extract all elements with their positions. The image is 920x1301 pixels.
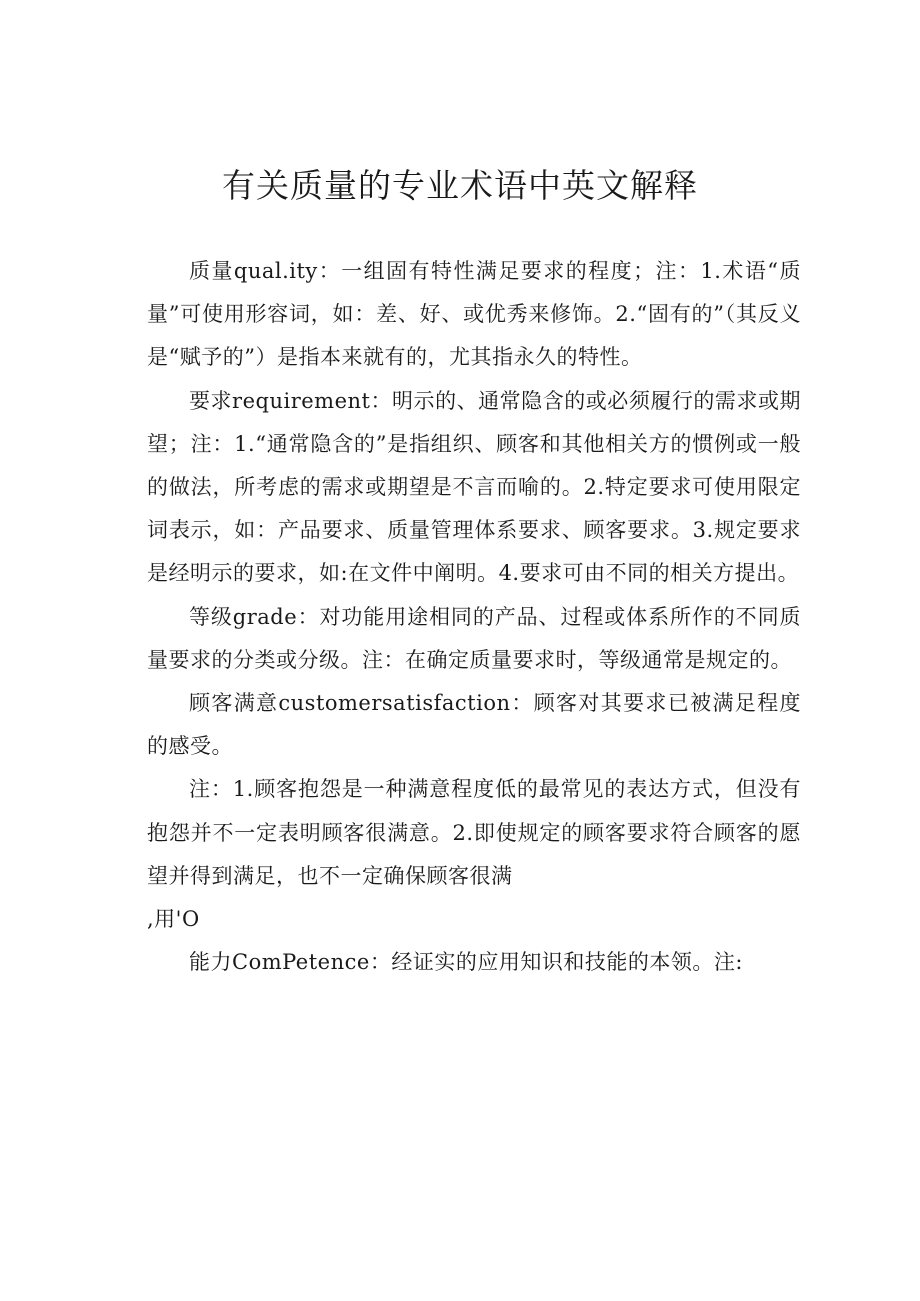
paragraph-quality: 质量qual.ity：一组固有特性满足要求的程度；注：1.术语“质量”可使用形容词，如：差、好、或优秀来修饰。2.“固有的”（其反义是“赋予的”）是指本来就有的，尤其指永久的特性。 — [147, 259, 801, 370]
paragraph-fragment: ,用'O — [147, 907, 200, 932]
paragraph-customer-satisfaction-note: 注：1.顾客抱怨是一种满意程度低的最常见的表达方式，但没有抱怨并不一定表明顾客很满意。2.即使规定的顾客要求符合顾客的愿望并得到满足，也不一定确保顾客很满 — [147, 777, 801, 888]
document-body — [147, 250, 801, 984]
paragraph-customer-satisfaction: 顾客满意customersatisfaction：顾客对其要求已被满足程度的感受。 — [147, 691, 801, 759]
paragraph-competence: 能力ComPetence：经证实的应用知识和技能的本领。注: — [189, 950, 743, 975]
document-title: 有关质量的专业术语中英文解释 — [222, 166, 698, 205]
paragraph-grade: 等级grade：对功能用途相同的产品、过程或体系所作的不同质量要求的分类或分级。注：在确定质量要求时，等级通常是规定的。 — [147, 604, 801, 672]
paragraph-requirement: 要求requirement：明示的、通常隐含的或必须履行的需求或期望；注：1.“通常隐含的”是指组织、顾客和其他相关方的惯例或一般的做法，所考虑的需求或期望是不言而喻的。2.特定要求可使用限定词表示，如：产品要求、质量管理体系要求、顾客要求。3.规定要求是经明示的要求，如:在文件中阐明。4.要求可由不同的相关方提出。 — [147, 388, 801, 586]
